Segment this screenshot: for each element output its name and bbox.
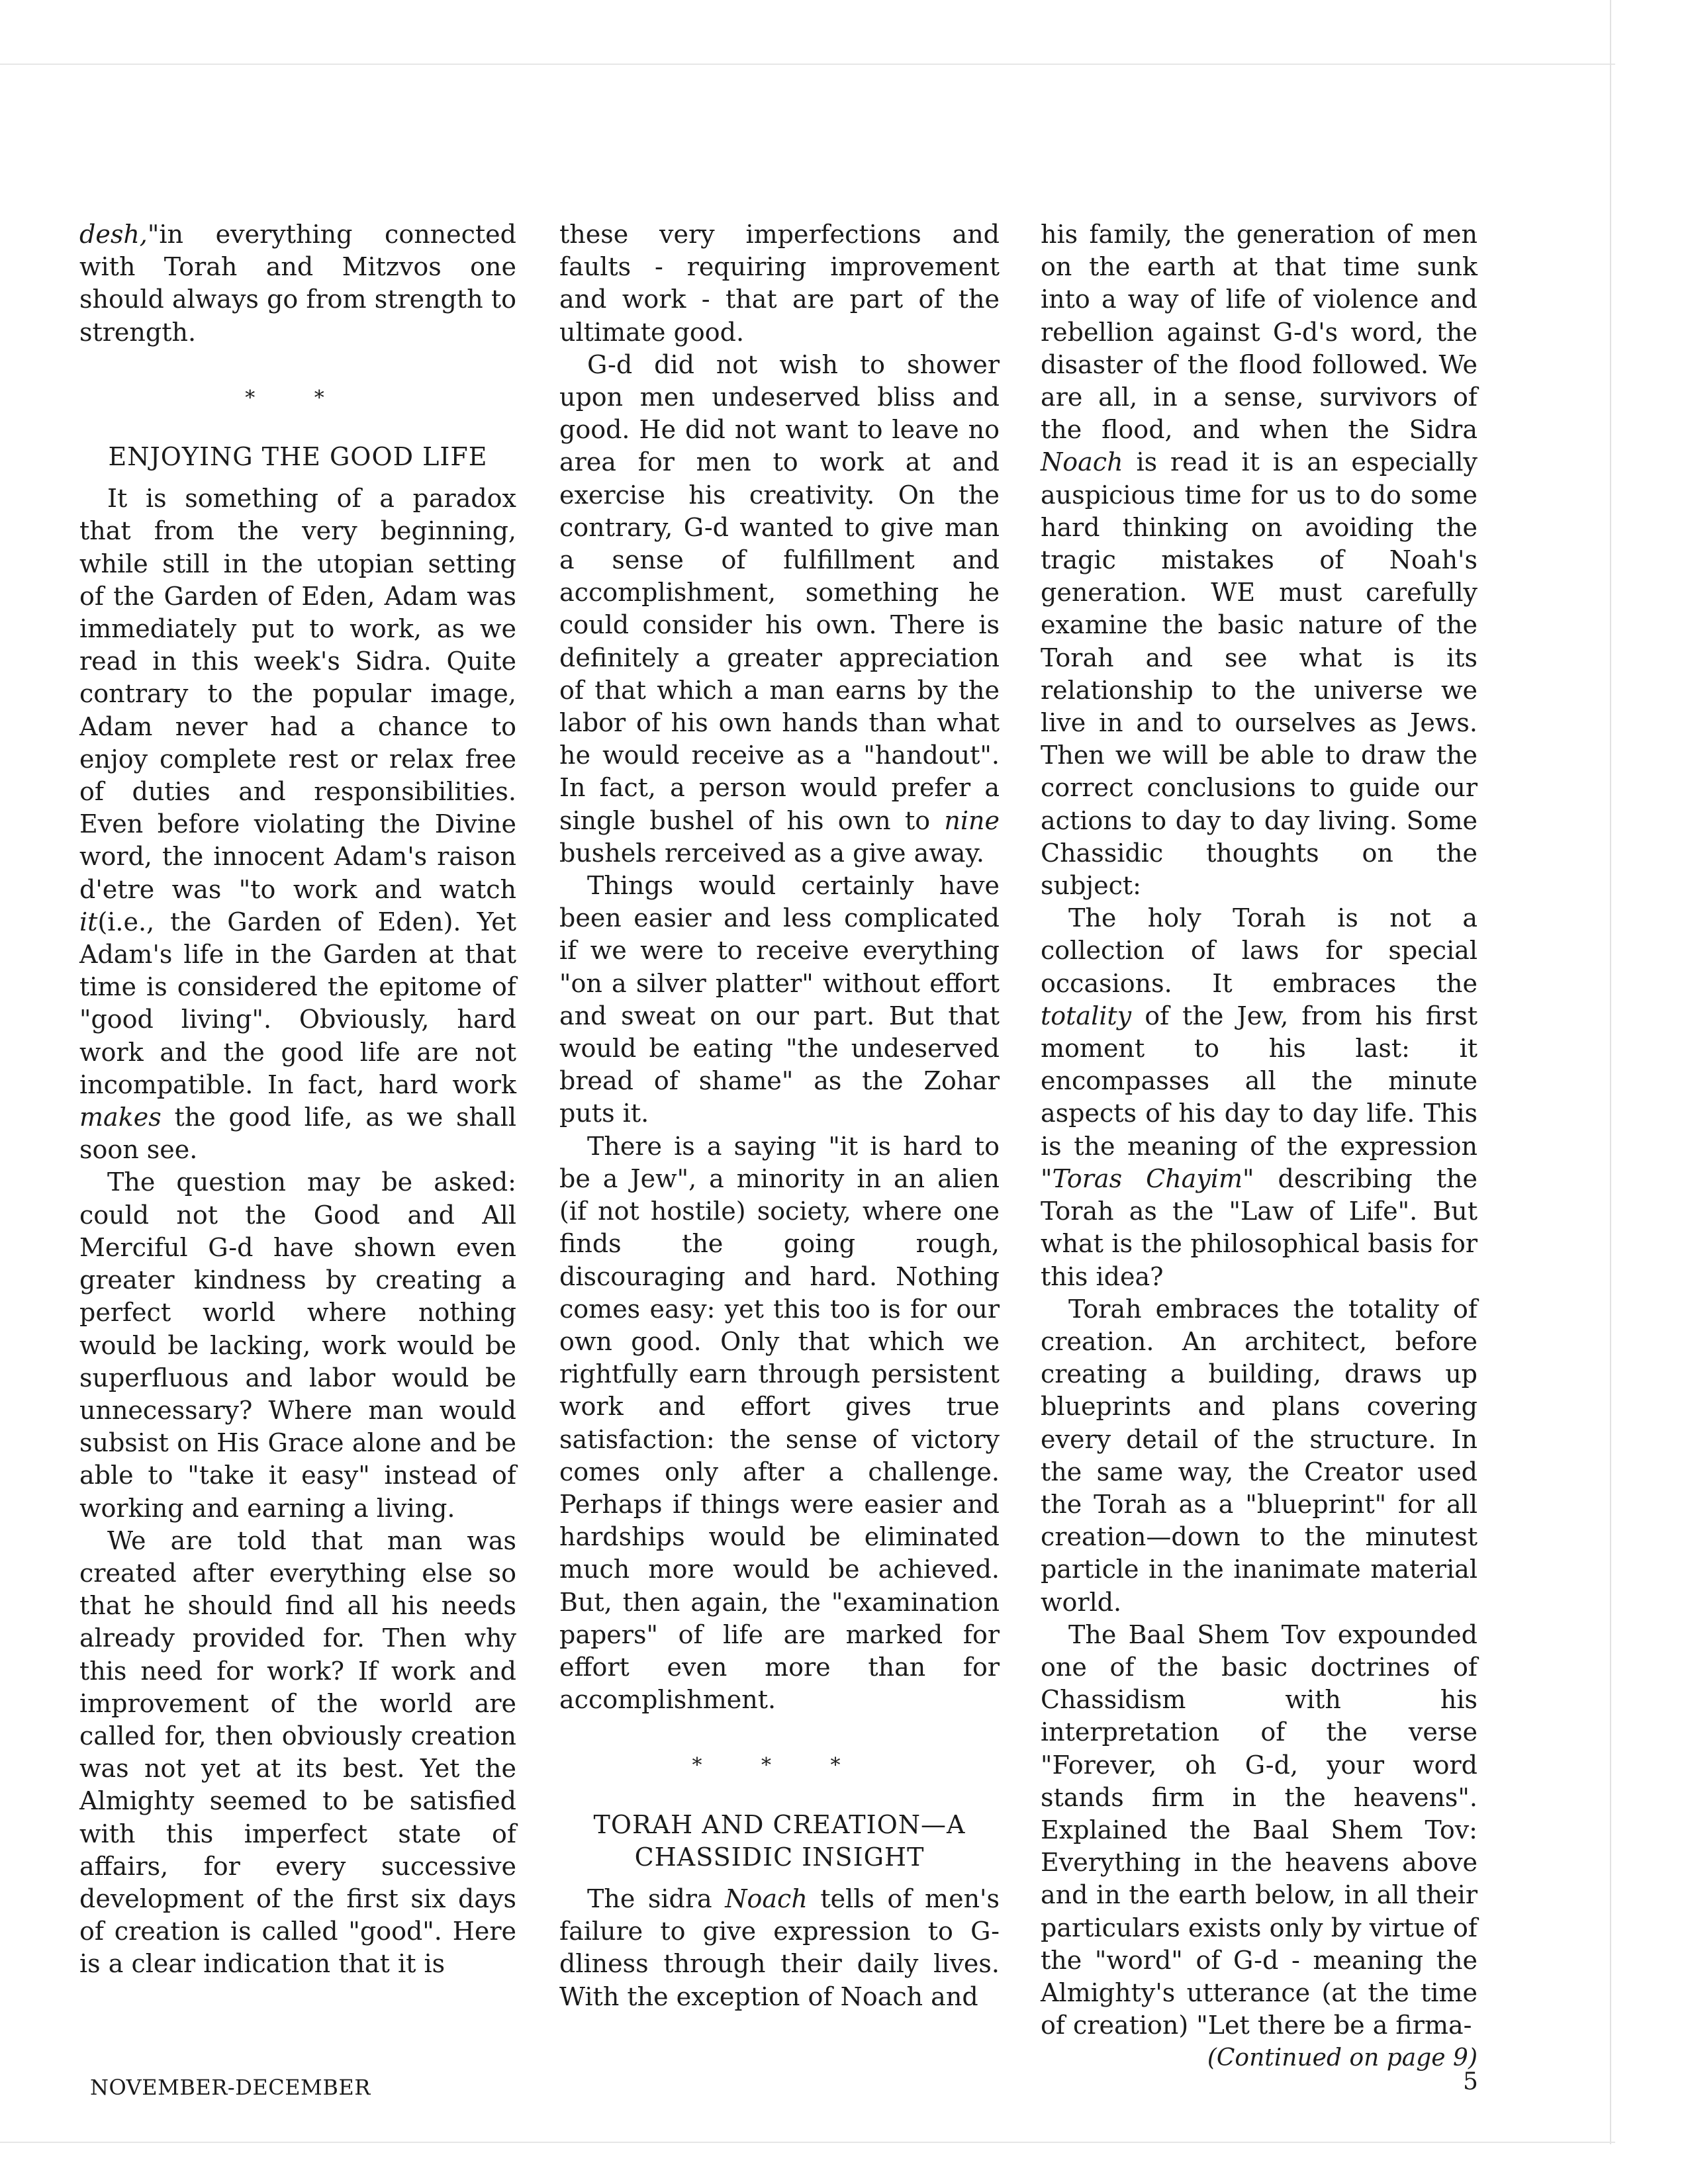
col3-paragraph-4: The Baal Shem Tov expounded one of the basic doctrines of Chassidism with his interpretation of the verse "Forever, oh G-d, your word stands firm in the heavens". Explained the Baal Shem Tov: Everything in the heavens above and in the earth below, in all their particulars exists only by virtue of the "word" of G-d - meaning the Almighty's utterance (at the time of creation) "Let there be a firma-	[1041, 1619, 1477, 2040]
col2-p5-noach: Noach	[725, 1884, 808, 1913]
footer-issue-date: NOVEMBER-DECEMBER	[90, 2075, 371, 2100]
col3-p1-b: is read it is an especially auspicious time for us to do some hard thinking on avoiding the tragic mistakes of Noah's generation. WE must carefully examine the basic nature of the Torah and see what is its relationship to the universe we live in and to ourselves as Jews. Then we will be able to draw the correct conclusions to guide our actions to day to day living. Some Chassidic thoughts on the subject:	[1041, 447, 1477, 901]
col1-paragraph-2	[79, 482, 516, 1166]
col3-p2-a: The holy Torah is not a collection of laws for special occasions. It embraces the	[1041, 903, 1477, 998]
page-edge-top	[0, 64, 1615, 65]
col1-p2-tail: (i.e., the Garden of Eden). Yet Adam's life in the Garden at that time is considered the epitome of "good living". Obviously, hard work and the good life are not incompatible. In fact, hard work	[79, 907, 516, 1099]
col1-p2-it: it	[79, 907, 98, 936]
col2-paragraph-4: There is a saying "it is hard to be a Jew", a minority in an alien (if not hostile) society, where one finds the going rough, discouraging and hard. Nothing comes easy: yet this too is for our own good. Only that which we rightfully earn through persistent work and effort gives true satisfaction: the sense of victory comes only after a challenge. Perhaps if things were easier and hardships would be eliminated much more would be achieved. But, then again, the "examination papers" of life are marked for effort even more than for accomplishment.	[559, 1131, 1000, 1715]
col2-p5-b: tells of men's failure to give expression to G-dliness through their daily lives. With the exception of Noach and	[559, 1884, 1000, 2011]
continued-note: (Continued on page 9)	[1207, 2044, 1477, 2072]
col1-p2-makes: makes	[79, 1103, 162, 1132]
heading-enjoying-good-life: ENJOYING THE GOOD LIFE	[108, 442, 488, 472]
heading-line-2: CHASSIDIC INSIGHT	[634, 1842, 925, 1872]
col3-p2-toras: "Toras Chayim"	[1041, 1163, 1254, 1193]
col1-p1-lead: desh,	[79, 220, 148, 249]
section-separator-2: * * *	[692, 1754, 867, 1778]
col1-paragraph-4: We are told that man was created after everything else so that he should find all his needs already provided for. Then why this need for work? If work and improvement of the world are called for, then obviously creation was not yet at its best. Yet the Almighty seemed to be satisfied with this imperfect state of affairs, for every successive development of the first six days of creation is called "good". Here is a clear indication that it is	[79, 1525, 516, 1979]
page-edge-right	[1610, 0, 1611, 2144]
col2-p2-text: G-d did not wish to shower upon men undeserved bliss and good. He did not want to leave no area for men to work at and exercise his creativity. On the contrary, G-d wanted to give man a sense of fulfillment and accomplishment, something he could consider his own. There is definitely a greater appreciation of that which a man earns by the labor of his own hands than what he would receive as a "handout". In fact, a person would prefer a single bushel of his own to	[559, 349, 1000, 835]
col3-paragraph-3: Torah embraces the totality of creation. An architect, before creating a building, draws up blueprints and plans covering every detail of the structure. In the same way, the Creator used the Torah as a "blueprint" for all creation—down to the minutest particle in the inanimate material world.	[1041, 1294, 1477, 1617]
column-2	[559, 218, 1000, 2019]
heading-torah-and-creation	[559, 1809, 1000, 1874]
column-3	[1041, 218, 1477, 2072]
col3-p2-totality: totality	[1041, 1001, 1132, 1030]
col2-paragraph-3: Things would certainly have been easier and less complicated if we were to receive everything "on a silver platter" without effort and sweat on our part. But that would be eating "the undeserved bread of shame" as the Zohar puts it.	[559, 871, 1000, 1128]
col3-paragraph-2	[1041, 902, 1477, 1293]
col1-p2-end: the good life, as we shall soon see.	[79, 1103, 516, 1165]
col3-paragraph-1	[1041, 218, 1477, 902]
column-1	[79, 218, 516, 2019]
col2-p2-end: bushels rerceived as a give away.	[559, 838, 984, 868]
col3-p2-b: of the Jew, from his first moment to his last: it encompasses all the minute aspects of his day to day life. This is the meaning of the expression	[1041, 1001, 1477, 1161]
col2-p2-nine: nine	[944, 805, 1000, 835]
col2-paragraph-5	[559, 1883, 1000, 2013]
col1-paragraph-3: The question may be asked: could not the Good and All Merciful G-d have shown even greater kindness by creating a perfect world where nothing would be lacking, work would be superfluous and labor would be unnecessary? Where man would subsist on His Grace alone and be able to "take it easy" instead of working and earning a living.	[79, 1167, 516, 1523]
section-separator-1: * *	[245, 386, 351, 410]
page-number: 5	[1463, 2068, 1478, 2095]
col2-p5-a: The sidra	[587, 1884, 712, 1913]
col1-p2-text: It is something of a paradox that from the very beginning, while still in the utopian setting of the Garden of Eden, Adam was immediately put to work, as we read in this week's Sidra. Quite contrary to the popular image, Adam never had a chance to enjoy complete rest or relax free of duties and responsibilities. Even before violating the Divine word, the innocent Adam's raison d'etre was "to work and watch	[79, 484, 516, 904]
col2-paragraph-1: these very imperfections and faults - requiring improvement and work - that are part of the ultimate good.	[559, 220, 1000, 347]
col3-p2-c: describing the Torah as the "Law of Life". But what is the philosophical basis for this idea?	[1041, 1163, 1477, 1291]
col2-paragraph-2	[559, 349, 1000, 870]
col3-p1-a: his family, the generation of men on the earth at that time sunk into a way of life of violence and rebellion against G-d's word, the disaster of the flood followed. We are all, in a sense, survivors of the flood, and when the Sidra	[1041, 220, 1477, 445]
heading-line-1: TORAH AND CREATION—A	[593, 1809, 966, 1839]
page-edge-bottom	[0, 2142, 1615, 2143]
col3-p1-noach: Noach	[1041, 447, 1123, 477]
col1-paragraph-1	[79, 218, 516, 349]
col1-p1-text: "in everything connected with Torah and Mitzvos one should always go from strength to strength.	[79, 220, 516, 347]
